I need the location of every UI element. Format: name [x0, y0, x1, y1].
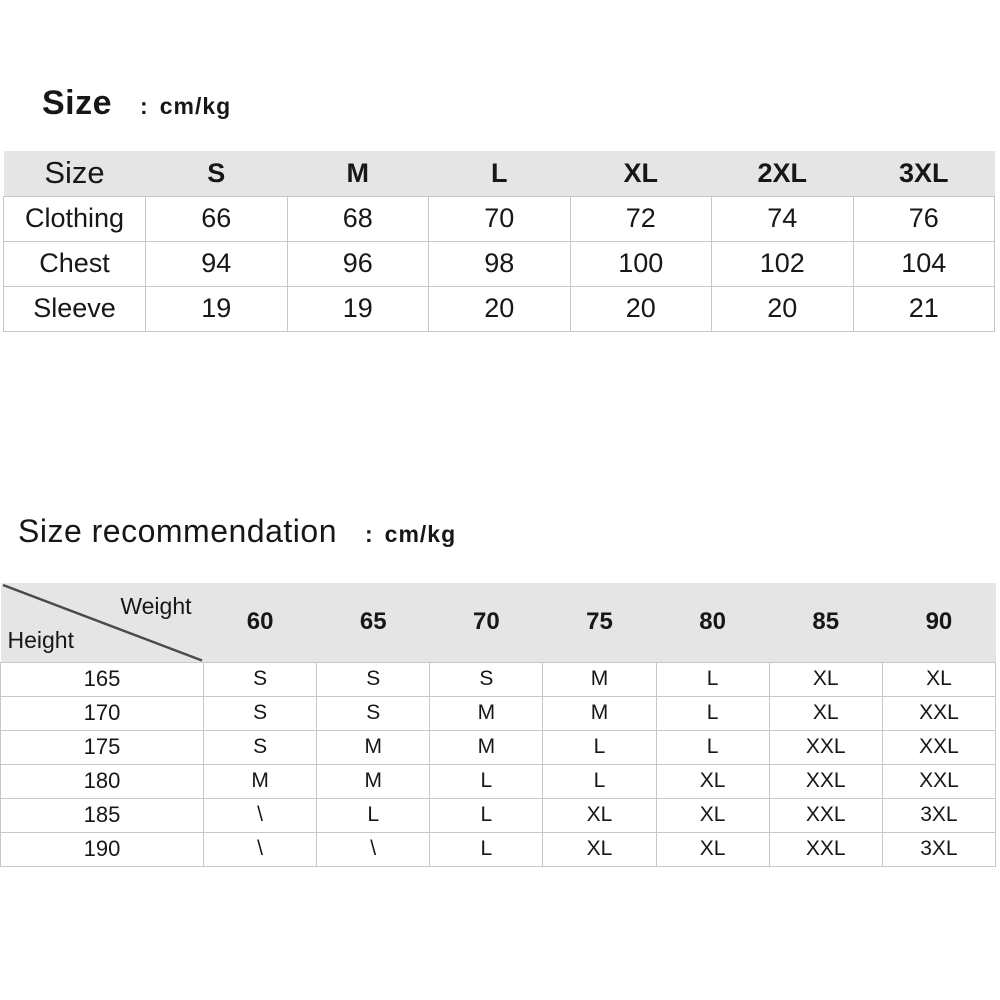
- cell-clothing-2xl: 74: [712, 196, 854, 241]
- cell-175-90: XXL: [882, 730, 995, 764]
- size-section-title: Size: [42, 84, 113, 122]
- weight-header-85: 85: [769, 583, 882, 662]
- recommendation-header-row: [1, 583, 996, 662]
- cell-190-60: \: [204, 832, 317, 866]
- header-cell-3xl: 3XL: [853, 151, 995, 196]
- height-label-175: 175: [1, 730, 204, 764]
- recommendation-section-title-row: [18, 513, 456, 550]
- header-cell-l: L: [429, 151, 571, 196]
- cell-185-65: L: [317, 798, 430, 832]
- cell-sleeve-s: 19: [146, 286, 288, 331]
- weight-header-65: 65: [317, 583, 430, 662]
- cell-clothing-xl: 72: [570, 196, 712, 241]
- table-row-height-165: [1, 662, 996, 696]
- table-row-chest: [4, 241, 995, 286]
- cell-165-70: S: [430, 662, 543, 696]
- recommendation-section-unit: cm/kg: [384, 521, 457, 547]
- size-recommendation-table: [0, 583, 996, 867]
- height-label-165: 165: [1, 662, 204, 696]
- cell-165-90: XL: [882, 662, 995, 696]
- table-row-clothing: [4, 196, 995, 241]
- cell-175-85: XXL: [769, 730, 882, 764]
- cell-175-60: S: [204, 730, 317, 764]
- header-cell-2xl: 2XL: [712, 151, 854, 196]
- cell-175-70: M: [430, 730, 543, 764]
- cell-clothing-s: 66: [146, 196, 288, 241]
- corner-header-cell: [1, 583, 204, 662]
- cell-sleeve-xl: 20: [570, 286, 712, 331]
- cell-sleeve-2xl: 20: [712, 286, 854, 331]
- cell-sleeve-m: 19: [287, 286, 429, 331]
- cell-190-85: XXL: [769, 832, 882, 866]
- cell-185-75: XL: [543, 798, 656, 832]
- cell-180-80: XL: [656, 764, 769, 798]
- cell-170-65: S: [317, 696, 430, 730]
- cell-clothing-3xl: 76: [853, 196, 995, 241]
- cell-190-90: 3XL: [882, 832, 995, 866]
- cell-175-80: L: [656, 730, 769, 764]
- height-label-180: 180: [1, 764, 204, 798]
- cell-170-85: XL: [769, 696, 882, 730]
- cell-190-65: \: [317, 832, 430, 866]
- cell-170-75: M: [543, 696, 656, 730]
- cell-170-70: M: [430, 696, 543, 730]
- weight-header-90: 90: [882, 583, 995, 662]
- cell-180-75: L: [543, 764, 656, 798]
- cell-chest-l: 98: [429, 241, 571, 286]
- cell-180-60: M: [204, 764, 317, 798]
- recommendation-section-colon: :: [364, 521, 373, 547]
- size-section-title-row: [42, 84, 231, 123]
- cell-185-70: L: [430, 798, 543, 832]
- cell-190-70: L: [430, 832, 543, 866]
- cell-chest-xl: 100: [570, 241, 712, 286]
- cell-chest-3xl: 104: [853, 241, 995, 286]
- cell-165-85: XL: [769, 662, 882, 696]
- header-cell-xl: XL: [570, 151, 712, 196]
- cell-185-60: \: [204, 798, 317, 832]
- cell-170-90: XXL: [882, 696, 995, 730]
- cell-185-90: 3XL: [882, 798, 995, 832]
- table-row-height-190: [1, 832, 996, 866]
- size-section-colon: :: [140, 93, 148, 119]
- cell-165-75: M: [543, 662, 656, 696]
- cell-175-65: M: [317, 730, 430, 764]
- row-label-chest: Chest: [4, 241, 146, 286]
- height-label-185: 185: [1, 798, 204, 832]
- cell-175-75: L: [543, 730, 656, 764]
- header-cell-s: S: [146, 151, 288, 196]
- cell-185-85: XXL: [769, 798, 882, 832]
- size-spec-table: [3, 151, 995, 332]
- cell-chest-2xl: 102: [712, 241, 854, 286]
- cell-chest-m: 96: [287, 241, 429, 286]
- cell-185-80: XL: [656, 798, 769, 832]
- header-cell-m: M: [287, 151, 429, 196]
- weight-header-60: 60: [204, 583, 317, 662]
- row-label-sleeve: Sleeve: [4, 286, 146, 331]
- cell-sleeve-3xl: 21: [853, 286, 995, 331]
- cell-165-65: S: [317, 662, 430, 696]
- cell-170-80: L: [656, 696, 769, 730]
- table-row-height-170: [1, 696, 996, 730]
- header-cell-size: Size: [4, 151, 146, 196]
- cell-180-65: M: [317, 764, 430, 798]
- row-label-clothing: Clothing: [4, 196, 146, 241]
- height-label-170: 170: [1, 696, 204, 730]
- table-row-sleeve: [4, 286, 995, 331]
- size-section-unit: cm/kg: [159, 93, 232, 119]
- table-row-height-180: [1, 764, 996, 798]
- corner-height-label: Height: [7, 626, 74, 653]
- cell-190-75: XL: [543, 832, 656, 866]
- cell-chest-s: 94: [146, 241, 288, 286]
- cell-165-60: S: [204, 662, 317, 696]
- weight-header-75: 75: [543, 583, 656, 662]
- weight-header-70: 70: [430, 583, 543, 662]
- cell-190-80: XL: [656, 832, 769, 866]
- cell-170-60: S: [204, 696, 317, 730]
- height-label-190: 190: [1, 832, 204, 866]
- cell-sleeve-l: 20: [429, 286, 571, 331]
- table-row-height-185: [1, 798, 996, 832]
- corner-weight-label: Weight: [120, 593, 192, 619]
- cell-clothing-l: 70: [429, 196, 571, 241]
- cell-180-85: XXL: [769, 764, 882, 798]
- recommendation-section-title: Size recommendation: [18, 513, 337, 549]
- cell-180-70: L: [430, 764, 543, 798]
- size-spec-header-row: [4, 151, 995, 196]
- cell-165-80: L: [656, 662, 769, 696]
- cell-clothing-m: 68: [287, 196, 429, 241]
- cell-180-90: XXL: [882, 764, 995, 798]
- weight-header-80: 80: [656, 583, 769, 662]
- table-row-height-175: [1, 730, 996, 764]
